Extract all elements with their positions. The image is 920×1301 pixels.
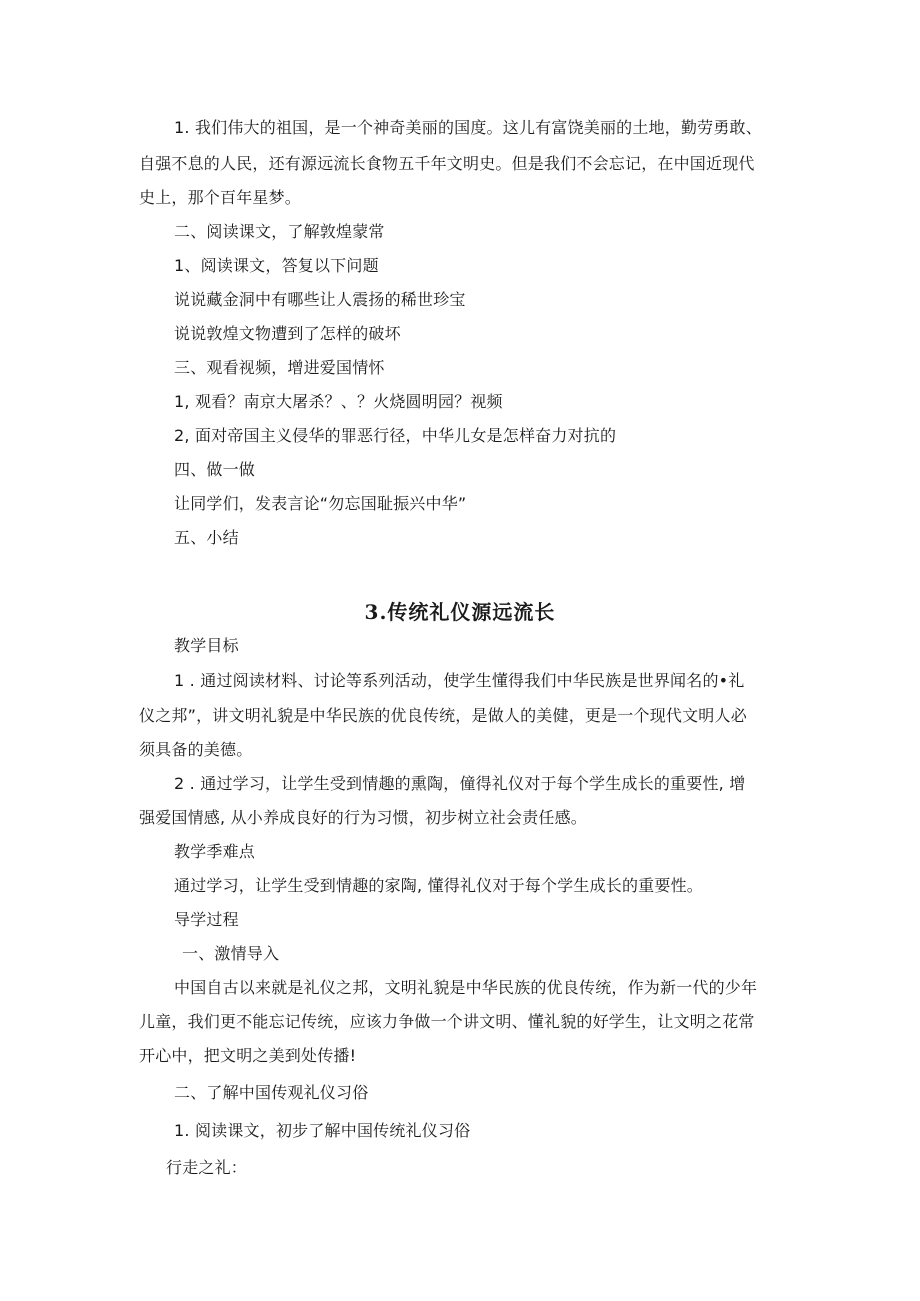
paragraph-line: 1 . 通过阅读材料、讨论等系列活动，使学生懂得我们中华民族是世界闻名的•礼 bbox=[174, 671, 745, 690]
paragraph-line: 1. 我们伟大的祖国，是一个神奇美丽的国度。这儿有富饶美丽的土地，勤劳勇敢、 bbox=[174, 118, 762, 137]
paragraph-line: 儿童，我们更不能忘记传统，应该力争做一个讲文明、懂礼貌的好学生，让文明之花常 bbox=[139, 1012, 755, 1031]
paragraph-line: 1. 阅读课文，初步了解中国传统礼仪习俗 bbox=[174, 1121, 471, 1140]
paragraph-line: 仪之邦”，讲文明礼貌是中华民族的优良传统，是做人的美健，更是一个现代文明人必 bbox=[139, 706, 747, 725]
paragraph-line: 自强不息的人民，还有源远流长食物五千年文明史。但是我们不会忘记，在中国近现代 bbox=[139, 154, 755, 173]
subheading: 教学季难点 bbox=[174, 842, 256, 861]
section-heading: 二、了解中国传观礼仪习俗 bbox=[174, 1083, 369, 1102]
paragraph-line: 通过学习，让学生受到情趣的家陶, 懂得礼仪对于每个学生成长的重要性。 bbox=[174, 876, 703, 895]
section-heading: 五、小结 bbox=[174, 528, 239, 547]
paragraph-line: 须具备的美德。 bbox=[139, 740, 253, 759]
section-heading: 三、观看视频，增进爱国情怀 bbox=[174, 358, 385, 377]
paragraph-line: 中国自古以来就是礼仪之邦，文明礼貌是中华民族的优良传统，作为新一代的少年 bbox=[174, 978, 758, 997]
paragraph-line: 史上，那个百年星梦。 bbox=[139, 188, 302, 207]
paragraph-line: 2 . 通过学习，让学生受到情趣的熏陶，僮得礼仪对于每个学生成长的重要性, 增 bbox=[174, 774, 746, 793]
paragraph-line: 强爱国情感, 从小养成良好的行为习惯，初步树立社会责任感。 bbox=[139, 808, 587, 827]
section-heading: 一、激情导入 bbox=[182, 944, 280, 963]
list-item: 2, 面对帝国主义侵华的罪恶行径，中华儿女是怎样奋力对抗的 bbox=[174, 426, 617, 445]
subheading: 导学过程 bbox=[174, 910, 239, 929]
paragraph-line: 行走之礼： bbox=[166, 1158, 248, 1177]
lesson-title: 3.传统礼仪源远流长 bbox=[364, 600, 556, 624]
paragraph-line: 让同学们，发表言论“勿忘国耻振兴中华” bbox=[174, 494, 467, 513]
question-item: 说说藏金洞中有哪些让人震扬的稀世珍宝 bbox=[174, 290, 466, 309]
section-heading: 四、做一做 bbox=[174, 460, 256, 479]
list-item: 1, 观看？南京大屠杀？、？火烧圆明园？视频 bbox=[174, 392, 503, 411]
question-item: 说说敦煌文物遭到了怎样的破坏 bbox=[174, 324, 401, 343]
subheading: 教学目标 bbox=[174, 636, 239, 655]
question-line: 1、阅读课文，答复以下问题 bbox=[174, 256, 379, 275]
paragraph-line: 开心中，把文明之美到处传播! bbox=[139, 1046, 357, 1065]
section-heading: 二、阅读课文，了解敦煌蒙常 bbox=[174, 222, 385, 241]
